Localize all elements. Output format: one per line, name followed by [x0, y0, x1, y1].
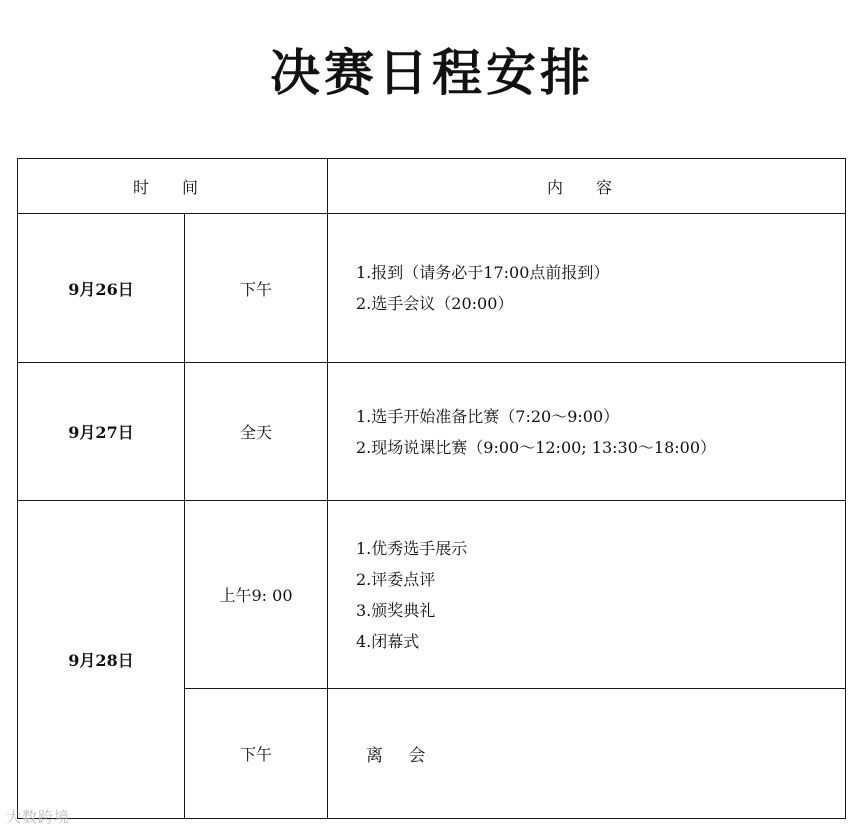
- list-item: 1.优秀选手展示: [356, 538, 468, 558]
- content-cell: [328, 214, 846, 363]
- list-item: 4.闭幕式: [356, 631, 420, 651]
- list-item: 3.颁奖典礼: [356, 600, 436, 620]
- table-row: [18, 214, 846, 363]
- date-cell: 9月27日: [18, 363, 185, 501]
- content-list: [356, 533, 845, 657]
- table-header-row: [18, 159, 846, 214]
- table-row: [18, 363, 846, 501]
- period-cell: 下午: [185, 214, 328, 363]
- list-item: 1.报到（请务必于17:00点前报到）: [356, 263, 610, 282]
- list-item: 2.现场说课比赛（9:00～12:00; 13:30～18:00）: [356, 437, 717, 457]
- list-item: 2.评委点评: [356, 569, 436, 589]
- period-cell: 全天: [185, 363, 328, 501]
- content-text: 离 会: [366, 746, 436, 766]
- header-content: 内 容: [328, 159, 846, 214]
- content-cell: [328, 501, 846, 689]
- list-item: 1.选手开始准备比赛（7:20～9:00）: [356, 406, 620, 426]
- page-title: 决赛日程安排: [270, 43, 594, 102]
- date-cell: 9月28日: [18, 501, 185, 819]
- table-row: [18, 501, 846, 689]
- content-cell: [328, 689, 846, 819]
- period-cell: 上午9: 00: [185, 501, 328, 689]
- period-cell: 下午: [185, 689, 328, 819]
- content-list: [356, 401, 845, 463]
- header-time: 时 间: [18, 159, 328, 214]
- content-list: [356, 257, 845, 319]
- date-cell: 9月26日: [18, 214, 185, 363]
- list-item: 2.选手会议（20:00）: [356, 294, 514, 313]
- schedule-table: [17, 158, 846, 819]
- watermark-logo: 大数跨境: [6, 808, 71, 826]
- content-cell: [328, 363, 846, 501]
